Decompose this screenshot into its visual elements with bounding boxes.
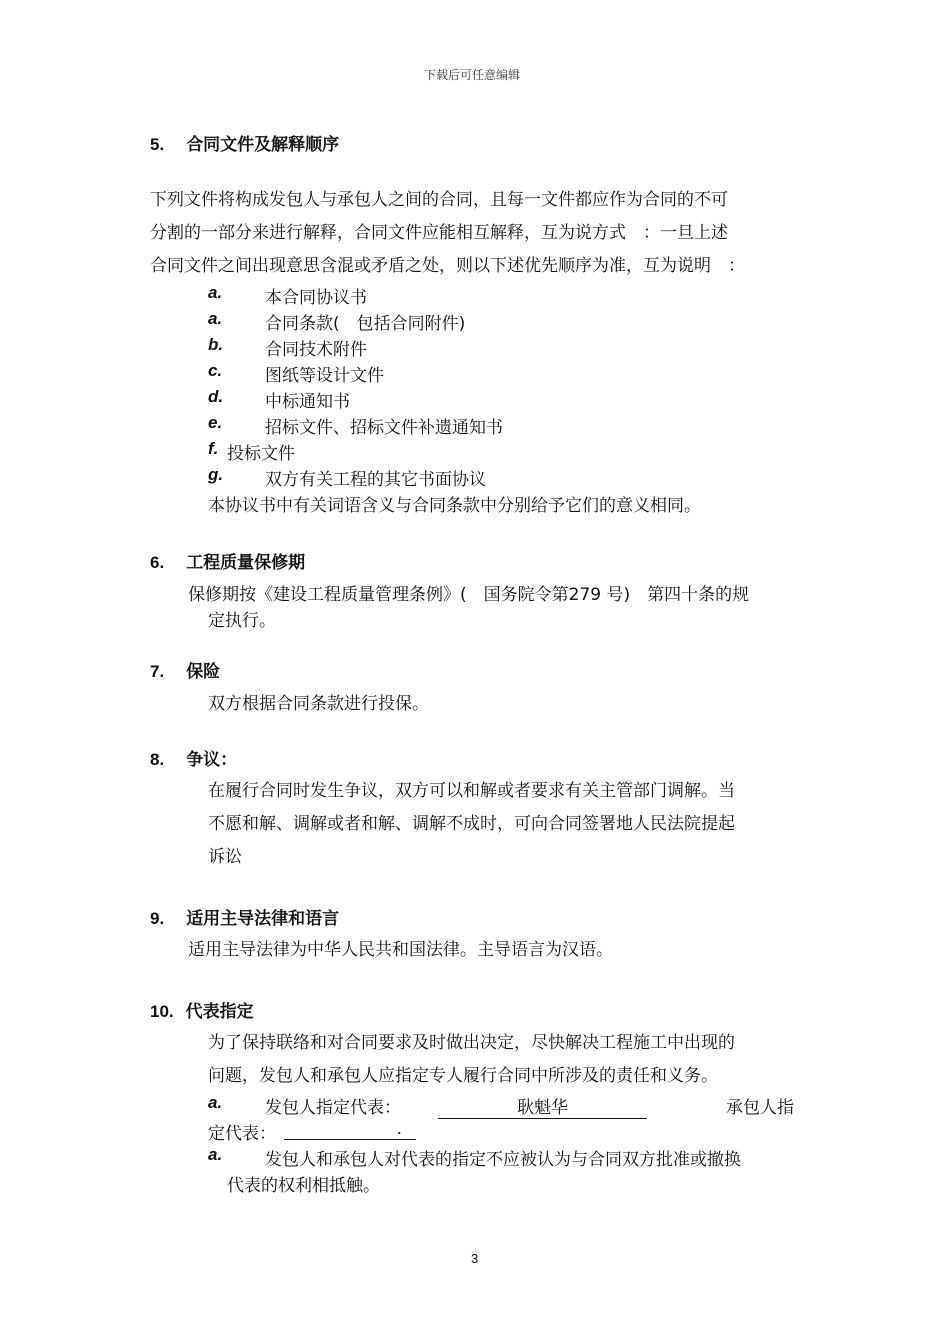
- section-6-line: 保修期按《建设工程质量管理条例》( 国务院令第279 号) 第四十条的规: [188, 585, 750, 605]
- section-10-heading: [150, 997, 254, 1022]
- section-5-title: 合同文件及解释顺序: [186, 135, 340, 155]
- section-9-heading: [150, 904, 339, 929]
- section-9-line: 适用主导法律为中华人民共和国法律。主导语言为汉语。: [188, 940, 613, 960]
- section-8-title: 争议：: [186, 750, 238, 770]
- section-9-number: 9.: [150, 909, 165, 928]
- section-9-title: 适用主导法律和语言: [186, 909, 340, 929]
- list-item-text: 图纸等设计文件: [265, 366, 384, 386]
- section-6-heading: [150, 548, 305, 573]
- list-item-label: c.: [208, 361, 223, 380]
- contractor-representative-label-cont: 定代表：: [208, 1124, 276, 1144]
- list-item-label: f.: [208, 439, 219, 458]
- list-item-label: a.: [208, 309, 223, 328]
- blank-dot: .: [396, 1119, 402, 1139]
- section-7-number: 7.: [150, 662, 165, 681]
- list-item-text: 投标文件: [227, 444, 295, 464]
- page-header: 下载后可任意编辑: [424, 68, 521, 82]
- section-10-line: 为了保持联络和对合同要求及时做出决定，尽快解决工程施工中出现的: [208, 1033, 735, 1053]
- list-item-label: a.: [208, 1093, 223, 1112]
- section-7-title: 保险: [186, 662, 221, 682]
- section-8-line: 不愿和解、调解或者和解、调解不成时，可向合同签署地人民法院提起: [208, 814, 735, 834]
- list-item-text: 招标文件、招标文件补遗通知书: [265, 418, 503, 438]
- section-5-para-line: 分割的一部分来进行解释，合同文件应能相互解释，互为说方式 ：一旦上述: [150, 223, 728, 243]
- list-item-label: e.: [208, 413, 223, 432]
- contractor-representative-label: 承包人指: [726, 1098, 794, 1118]
- section-7-line: 双方根据合同条款进行投保。: [208, 694, 429, 714]
- section-5-para-line: 合同文件之间出现意思含混或矛盾之处，则以下述优先顺序为准，互为说明 ：: [150, 256, 745, 276]
- section-10-item-text: 发包人和承包人对代表的指定不应被认为与合同双方批准或撤换: [265, 1150, 741, 1170]
- section-8-heading: [150, 745, 237, 770]
- section-10-line: 问题，发包人和承包人应指定专人履行合同中所涉及的责任和义务。: [208, 1066, 718, 1086]
- section-8-line: 在履行合同时发生争议，双方可以和解或者要求有关主管部门调解。当: [208, 781, 735, 801]
- list-item-label: b.: [208, 335, 224, 354]
- list-item-label: d.: [208, 387, 224, 406]
- section-5-note: 本协议书中有关词语含义与合同条款中分别给予它们的意义相同。: [208, 496, 701, 516]
- section-6-title: 工程质量保修期: [186, 553, 306, 573]
- list-item-text: 中标通知书: [265, 392, 350, 412]
- section-10-item-text-cont: 代表的权利相抵触。: [227, 1176, 380, 1196]
- section-6-line: 定执行。: [208, 611, 276, 631]
- list-item-text: 合同技术附件: [265, 340, 367, 360]
- section-6-number: 6.: [150, 553, 165, 572]
- section-5-para-line: 下列文件将构成发包人与承包人之间的合同，且每一文件都应作为合同的不可: [150, 190, 728, 210]
- employer-representative-name: 耿魁华: [438, 1093, 647, 1119]
- section-8-number: 8.: [150, 750, 165, 769]
- contractor-representative-blank: [284, 1119, 416, 1140]
- section-7-heading: [150, 657, 220, 682]
- list-item-text: 本合同协议书: [265, 288, 367, 308]
- section-10-number: 10.: [150, 1002, 174, 1021]
- list-item-text: 合同条款( 包括合同附件): [265, 314, 466, 334]
- list-item-label: a.: [208, 1145, 223, 1164]
- page-number: 3: [471, 1251, 479, 1266]
- section-5-number: 5.: [150, 135, 165, 154]
- list-item-label: g.: [208, 465, 224, 484]
- section-5-heading: [150, 130, 339, 155]
- section-8-line: 诉讼: [208, 847, 242, 867]
- section-10-title: 代表指定: [185, 1002, 254, 1022]
- representative-label: 发包人指定代表：: [265, 1098, 401, 1118]
- list-item-label: a.: [208, 283, 223, 302]
- list-item-text: 双方有关工程的其它书面协议: [265, 470, 486, 490]
